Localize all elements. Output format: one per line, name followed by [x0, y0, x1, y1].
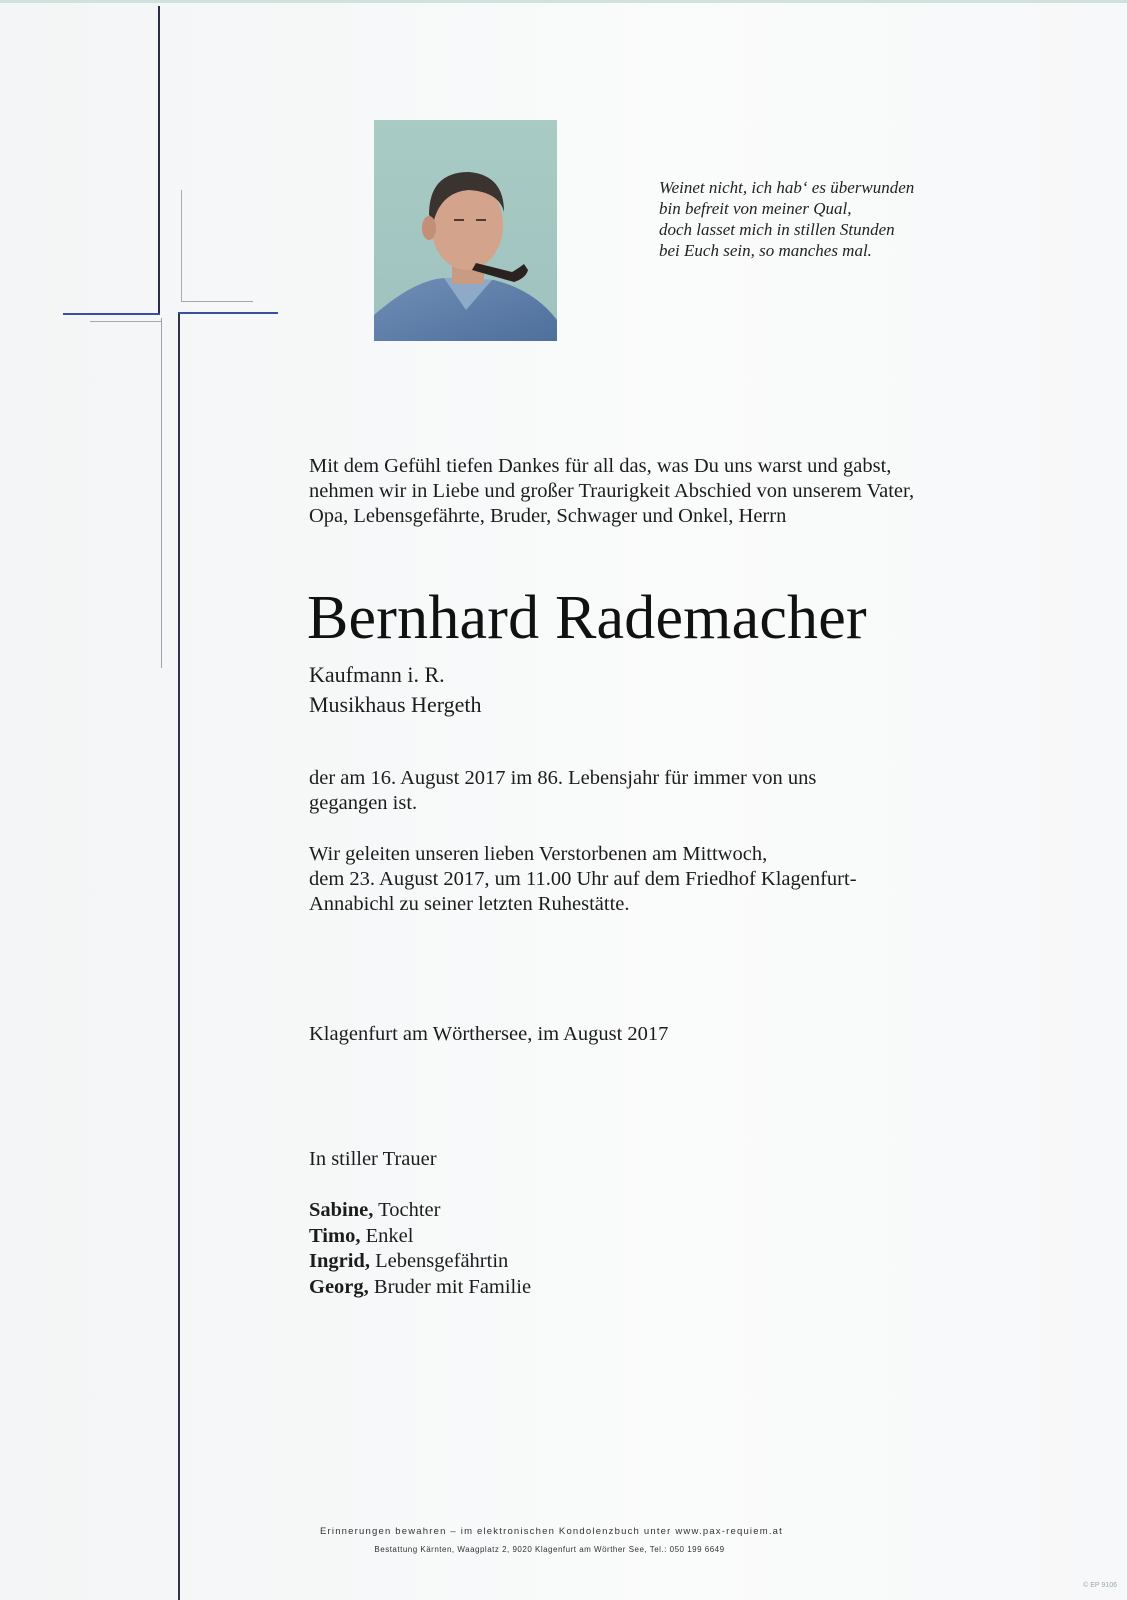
poem-line: Weinet nicht, ich hab‘ es überwunden — [659, 178, 915, 197]
family-member-relation: Enkel — [365, 1224, 414, 1247]
poem-line: doch lasset mich in stillen Stunden — [659, 220, 895, 239]
family-member-relation: Lebensgefährtin — [375, 1250, 509, 1272]
mourning-heading: In stiller Trauer — [309, 1148, 437, 1170]
cross-line — [161, 318, 162, 668]
cross-line — [178, 312, 180, 1600]
death-line: gegangen ist. — [309, 792, 418, 814]
death-notice — [309, 766, 816, 816]
family-member-relation: Bruder mit Familie — [373, 1275, 532, 1298]
funeral-line: Wir geleiten unseren lieben Verstorbenen am Mittwoch, — [309, 843, 768, 865]
funeral-line: dem 23. August 2017, um 11.00 Uhr auf dem Friedhof Klagenfurt- — [309, 868, 857, 890]
family-member — [309, 1249, 531, 1275]
portrait-photo — [374, 120, 557, 341]
poem-line: bei Euch sein, so manches mal. — [659, 241, 872, 260]
cross-line — [181, 301, 253, 302]
place-date: Klagenfurt am Wörthersee, im August 2017 — [309, 1023, 669, 1045]
family-member — [309, 1198, 531, 1224]
family-member-name: Ingrid, — [309, 1250, 370, 1272]
death-line: der am 16. August 2017 im 86. Lebensjahr für immer von uns — [309, 767, 817, 789]
cross-line — [178, 312, 278, 314]
poem-line: bin befreit von meiner Qual, — [659, 199, 852, 218]
family-member-name: Sabine, — [309, 1199, 374, 1221]
cross-line — [63, 313, 160, 315]
family-member — [309, 1275, 531, 1301]
family-member-name: Timo, — [309, 1224, 361, 1247]
deceased-company: Musikhaus Hergeth — [309, 692, 482, 717]
family-member-name: Georg, — [309, 1275, 369, 1298]
footer-address: Bestattung Kärnten, Waagplatz 2, 9020 Klagenfurt am Wörther See, Tel.: 050 199 6649 — [374, 1545, 725, 1554]
deceased-name: Bernhard Rademacher — [307, 584, 867, 652]
deceased-title: Kaufmann i. R. — [309, 662, 445, 687]
intro-line: Opa, Lebensgefährte, Bruder, Schwager und Onkel, Herrn — [309, 505, 787, 527]
funeral-line: Annabichl zu seiner letzten Ruhestätte. — [309, 893, 630, 915]
intro-line: nehmen wir in Liebe und großer Traurigkeit Abschied von unserem Vater, — [309, 480, 915, 502]
top-border — [0, 0, 1127, 3]
cross-line — [90, 321, 161, 322]
cross-line — [158, 6, 160, 314]
funeral-notice — [309, 842, 857, 917]
print-code: © EP 9106 — [1083, 1582, 1117, 1589]
family-list — [309, 1198, 531, 1300]
footer-condolence: Erinnerungen bewahren – im elektronischen Kondolenzbuch unter www.pax-requiem.at — [319, 1526, 784, 1537]
intro-line: Mit dem Gefühl tiefen Dankes für all das, was Du uns warst und gabst, — [309, 455, 892, 477]
deceased-occupation — [309, 660, 482, 720]
poem — [659, 177, 914, 261]
cross-line — [181, 190, 182, 302]
family-member — [309, 1224, 531, 1250]
intro-text — [309, 454, 914, 529]
family-member-relation: Tochter — [378, 1199, 441, 1221]
